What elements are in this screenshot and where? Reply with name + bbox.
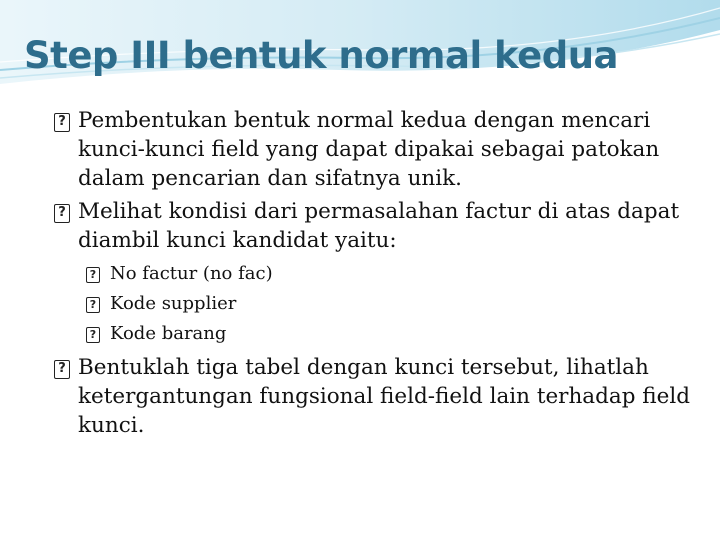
sub-bullet-text: No factur (no fac) xyxy=(110,263,273,284)
sub-bullet-item xyxy=(86,259,694,289)
sub-bullet-marker-icon: ? xyxy=(86,267,100,283)
sub-bullet-item xyxy=(86,319,694,349)
sub-bullet-marker-icon: ? xyxy=(86,327,100,343)
bullet-text: Melihat kondisi dari permasalahan factur di atas dapat diambil kunci kandidat yaitu: xyxy=(78,199,680,253)
sub-bullet-text: Kode barang xyxy=(110,323,227,344)
bullet-text: Pembentukan bentuk normal kedua dengan mencari kunci-kunci field yang dapat dipakai sebagai patokan dalam pencarian dan sifatnya unik. xyxy=(78,108,660,191)
bullet-marker-icon: ? xyxy=(54,360,70,379)
bullet-marker-icon: ? xyxy=(54,204,70,223)
bullet-item xyxy=(54,197,694,255)
sub-bullet-item xyxy=(86,289,694,319)
bullet-marker-icon: ? xyxy=(54,113,70,132)
bullet-item xyxy=(54,106,694,193)
sub-bullet-text: Kode supplier xyxy=(110,293,237,314)
bullet-text: Bentuklah tiga tabel dengan kunci tersebut, lihatlah ketergantungan fungsional field-field lain terhadap field kunci. xyxy=(78,355,691,438)
slide-title: Step III bentuk normal kedua xyxy=(24,34,619,77)
sub-bullet-list xyxy=(54,259,694,349)
bullet-item xyxy=(54,353,694,440)
sub-bullet-marker-icon: ? xyxy=(86,297,100,313)
slide-content xyxy=(54,106,694,444)
